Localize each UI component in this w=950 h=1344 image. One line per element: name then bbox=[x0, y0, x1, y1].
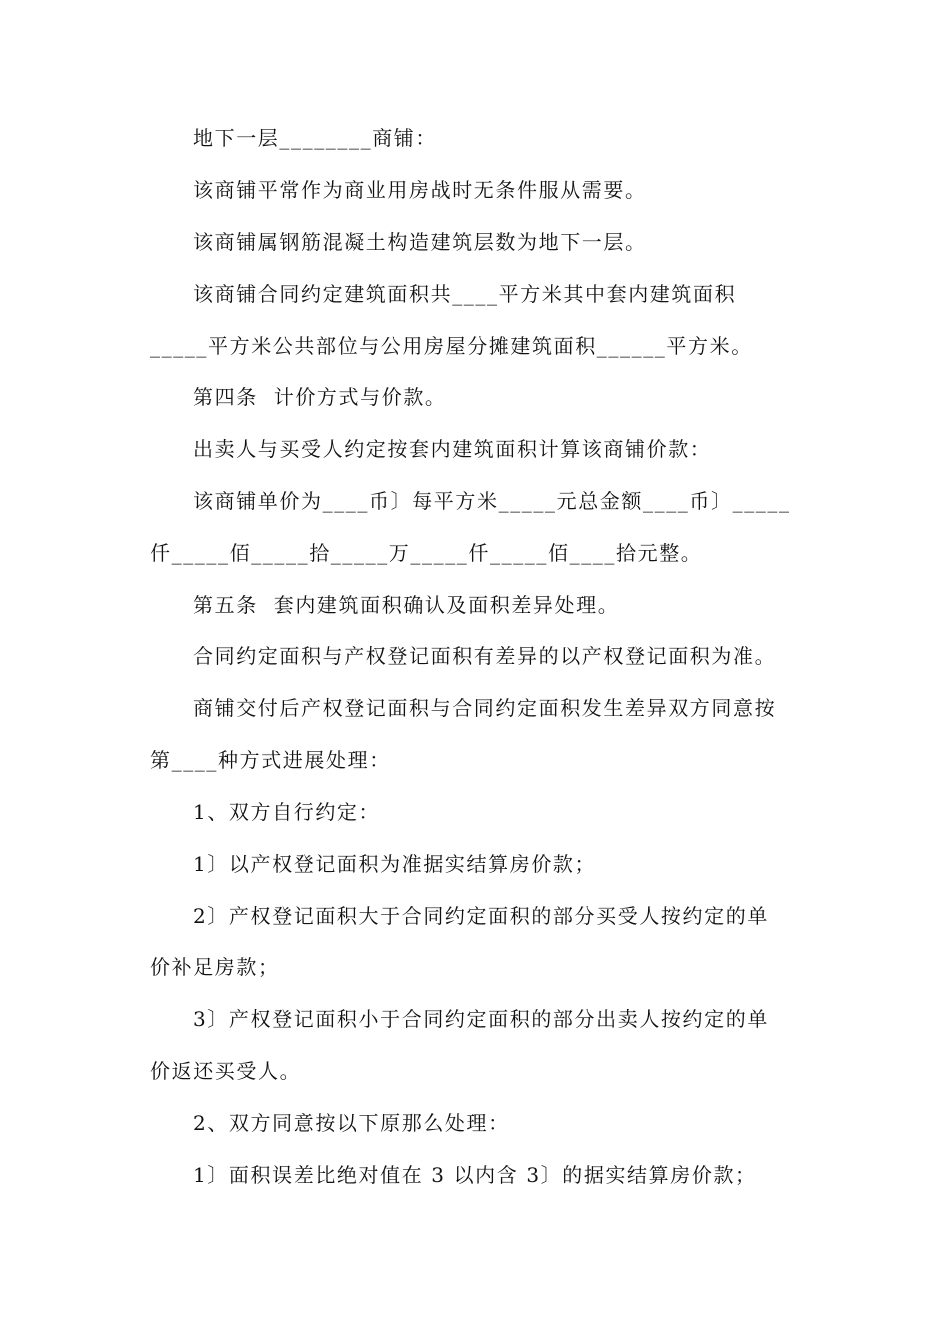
list-item: 1〕面积误差比绝对值在 3 以内含 3〕的据实结算房价款； bbox=[193, 1163, 757, 1187]
paragraph-line: 该商铺属钢筋混凝土构造建筑层数为地下一层。 bbox=[193, 230, 647, 254]
paragraph-line: 该商铺单价为____币〕每平方米_____元总金额____币〕_____ bbox=[193, 489, 791, 513]
article-heading: 第五条 套内建筑面积确认及面积差异处理。 bbox=[193, 593, 620, 617]
paragraph-line: 地下一层________商铺： bbox=[193, 126, 437, 150]
paragraph-line: 该商铺平常作为商业用房战时无条件服从需要。 bbox=[193, 178, 647, 202]
paragraph-line: 出卖人与买受人约定按套内建筑面积计算该商铺价款： bbox=[193, 437, 712, 461]
paragraph-line: 商铺交付后产权登记面积与合同约定面积发生差异双方同意按 bbox=[193, 696, 777, 720]
list-item: 价返还买受人。 bbox=[150, 1059, 302, 1083]
article-heading: 第四条 计价方式与价款。 bbox=[193, 385, 447, 409]
paragraph-line: 第____种方式进展处理： bbox=[150, 748, 391, 772]
paragraph-line: 合同约定面积与产权登记面积有差异的以产权登记面积为准。 bbox=[193, 644, 777, 668]
list-item: 1、双方自行约定： bbox=[193, 800, 381, 824]
paragraph-line: _____平方米公共部位与公用房屋分摊建筑面积______平方米。 bbox=[150, 334, 753, 358]
list-item: 价补足房款； bbox=[150, 955, 280, 979]
list-item: 3〕产权登记面积小于合同约定面积的部分出卖人按约定的单 bbox=[193, 1007, 769, 1031]
paragraph-line: 该商铺合同约定建筑面积共____平方米其中套内建筑面积 bbox=[193, 282, 737, 306]
paragraph-line: 仟_____佰_____拾_____万_____仟_____佰____拾元整。 bbox=[150, 541, 703, 565]
list-item: 2〕产权登记面积大于合同约定面积的部分买受人按约定的单 bbox=[193, 904, 769, 928]
list-item: 2、双方同意按以下原那么处理： bbox=[193, 1111, 510, 1135]
list-item: 1〕以产权登记面积为准据实结算房价款； bbox=[193, 852, 597, 876]
